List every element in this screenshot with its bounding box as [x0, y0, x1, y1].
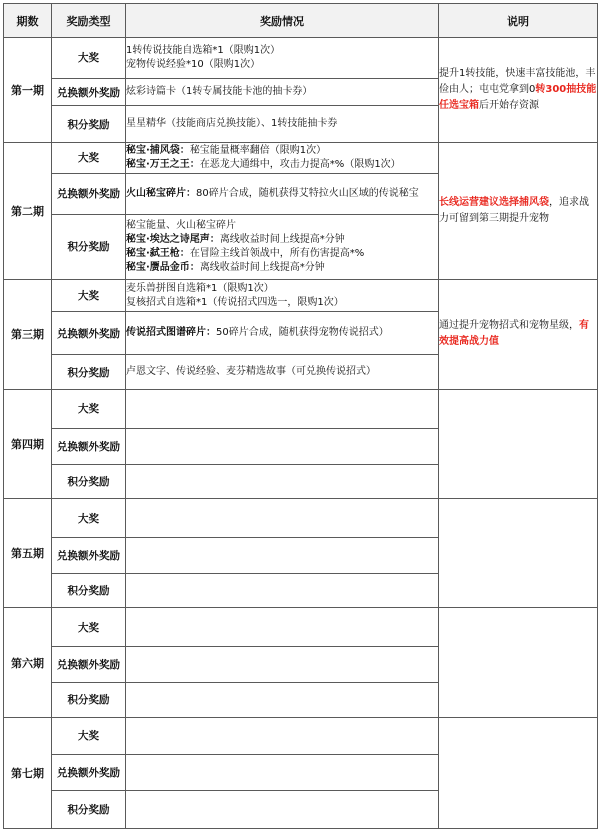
reward-item-text: 1转传说技能自选箱*1（限购1次） — [126, 44, 281, 56]
reward-item-text: 秘宝能量概率翻倍（限购1次） — [189, 144, 327, 156]
note-cell — [439, 143, 598, 280]
reward-detail-line — [126, 326, 438, 340]
reward-detail-cell — [126, 38, 439, 79]
period-cell: 第五期 — [4, 499, 52, 608]
reward-item-text: 炫彩诗篇卡（1转专属技能卡池的抽卡券） — [126, 86, 313, 98]
reward-detail-line — [126, 296, 438, 310]
reward-type-cell: 兑换额外奖励 — [52, 312, 126, 355]
reward-item-text: 80碎片合成，随机获得艾特拉火山区域的传说秘宝 — [196, 187, 419, 199]
period-cell: 第四期 — [4, 390, 52, 499]
reward-detail-cell — [126, 390, 439, 429]
reward-detail-line — [126, 282, 438, 296]
note-text: 后开始存资源 — [479, 100, 539, 112]
reward-type-cell: 大奖 — [52, 390, 126, 429]
reward-item-name: 秘宝·弑王枪： — [126, 247, 190, 259]
table-row — [4, 608, 598, 647]
reward-detail-cell — [126, 755, 439, 791]
reward-item-text: 星星精华（技能商店兑换技能）、1转技能抽卡券 — [126, 118, 338, 130]
table-body — [4, 38, 598, 829]
reward-item-text: 离线收益时间上线提高*分钟 — [199, 261, 325, 273]
reward-detail-line — [126, 58, 438, 72]
reward-detail-cell — [126, 279, 439, 312]
reward-detail-line — [126, 219, 438, 233]
reward-detail-line — [126, 85, 438, 99]
reward-type-cell: 积分奖励 — [52, 791, 126, 829]
header-note: 说明 — [439, 4, 598, 38]
reward-detail-cell — [126, 682, 439, 717]
reward-detail-line — [126, 187, 438, 201]
table-row — [4, 717, 598, 755]
reward-detail-cell — [126, 647, 439, 683]
reward-detail-cell — [126, 173, 439, 214]
reward-type-cell: 积分奖励 — [52, 106, 126, 143]
header-reward-type: 奖励类型 — [52, 4, 126, 38]
reward-item-text: 50碎片合成，随机获得宠物传说招式） — [216, 327, 389, 339]
reward-type-cell: 积分奖励 — [52, 682, 126, 717]
reward-type-cell: 大奖 — [52, 717, 126, 755]
reward-type-cell: 大奖 — [52, 608, 126, 647]
reward-type-cell: 兑换额外奖励 — [52, 428, 126, 464]
reward-item-text: 卢恩文字、传说经验、麦芬精选故事（可兑换传说招式） — [126, 366, 376, 378]
reward-detail-cell — [126, 312, 439, 355]
header-reward-detail: 奖励情况 — [126, 4, 439, 38]
reward-detail-line — [126, 247, 438, 261]
note-cell — [439, 279, 598, 389]
note-cell — [439, 717, 598, 828]
reward-detail-cell — [126, 143, 439, 174]
reward-type-cell: 积分奖励 — [52, 464, 126, 499]
reward-type-cell: 兑换额外奖励 — [52, 78, 126, 106]
reward-detail-cell — [126, 106, 439, 143]
reward-type-cell: 大奖 — [52, 499, 126, 538]
period-cell: 第一期 — [4, 38, 52, 143]
reward-item-name: 火山秘宝碎片： — [126, 187, 196, 199]
reward-type-cell: 大奖 — [52, 279, 126, 312]
note-highlight: 转300抽技能任选宝箱 — [439, 84, 597, 112]
reward-item-text: 在冒险主线首领战中，所有伤害提高*% — [189, 247, 365, 259]
reward-item-name: 秘宝·万王之王： — [126, 158, 200, 170]
reward-detail-cell — [126, 573, 439, 608]
note-highlight: 长线运营建议选择捕风袋 — [439, 196, 549, 208]
reward-detail-cell — [126, 791, 439, 829]
reward-item-name: 传说招式图谱碎片： — [126, 327, 216, 339]
reward-detail-line — [126, 44, 438, 58]
note-cell — [439, 38, 598, 143]
note-text: 提升1转技能，快速丰富技能池，丰俭由人；屯屯党拿到0 — [439, 68, 596, 96]
note-highlight: 有效提高战力值 — [439, 320, 589, 348]
reward-item-text: 在恶龙大通缉中，攻击力提高*%（限购1次） — [199, 158, 401, 170]
reward-detail-cell — [126, 78, 439, 106]
reward-type-cell: 兑换额外奖励 — [52, 647, 126, 683]
reward-detail-cell — [126, 499, 439, 538]
reward-item-name: 秘宝·埃达之诗尾声： — [126, 233, 220, 245]
reward-item-text: 宠物传说经验*10（限购1次） — [126, 58, 261, 70]
note-cell — [439, 390, 598, 499]
reward-detail-cell — [126, 214, 439, 279]
period-cell: 第七期 — [4, 717, 52, 828]
note-cell — [439, 499, 598, 608]
reward-item-text: 秘宝能量、火山秘宝碎片 — [126, 219, 236, 231]
reward-type-cell: 积分奖励 — [52, 214, 126, 279]
table-row — [4, 143, 598, 174]
reward-detail-line — [126, 144, 438, 158]
reward-detail-cell — [126, 464, 439, 499]
table-row — [4, 279, 598, 312]
reward-type-cell: 大奖 — [52, 38, 126, 79]
period-cell: 第六期 — [4, 608, 52, 717]
reward-schedule-table — [3, 3, 598, 829]
reward-detail-cell — [126, 608, 439, 647]
header-period: 期数 — [4, 4, 52, 38]
reward-type-cell: 兑换额外奖励 — [52, 755, 126, 791]
reward-item-name: 秘宝·捕风袋： — [126, 144, 190, 156]
reward-schedule-document — [3, 3, 597, 829]
reward-detail-line — [126, 365, 438, 379]
table-header-row — [4, 4, 598, 38]
reward-type-cell: 兑换额外奖励 — [52, 538, 126, 574]
reward-item-text: 麦乐兽拼图自选箱*1（限购1次） — [126, 282, 274, 294]
reward-detail-cell — [126, 355, 439, 390]
reward-detail-cell — [126, 538, 439, 574]
note-cell — [439, 608, 598, 717]
note-text: 通过提升宠物招式和宠物星级， — [439, 320, 579, 332]
reward-type-cell: 积分奖励 — [52, 355, 126, 390]
reward-detail-line — [126, 233, 438, 247]
reward-detail-cell — [126, 717, 439, 755]
reward-type-cell: 兑换额外奖励 — [52, 173, 126, 214]
reward-detail-line — [126, 117, 438, 131]
reward-type-cell: 大奖 — [52, 143, 126, 174]
reward-detail-line — [126, 158, 438, 172]
reward-item-name: 秘宝·赝品金币： — [126, 261, 200, 273]
note-text: ，追求战力可留到第三期提升宠物 — [439, 196, 589, 224]
reward-item-text: 离线收益时间上线提高*分钟 — [219, 233, 345, 245]
table-row — [4, 390, 598, 429]
reward-detail-line — [126, 261, 438, 275]
period-cell: 第二期 — [4, 143, 52, 280]
table-row — [4, 38, 598, 79]
reward-item-text: 复核招式自选箱*1（传说招式四选一，限购1次） — [126, 296, 344, 308]
reward-type-cell: 积分奖励 — [52, 573, 126, 608]
reward-detail-cell — [126, 428, 439, 464]
table-row — [4, 499, 598, 538]
period-cell: 第三期 — [4, 279, 52, 389]
